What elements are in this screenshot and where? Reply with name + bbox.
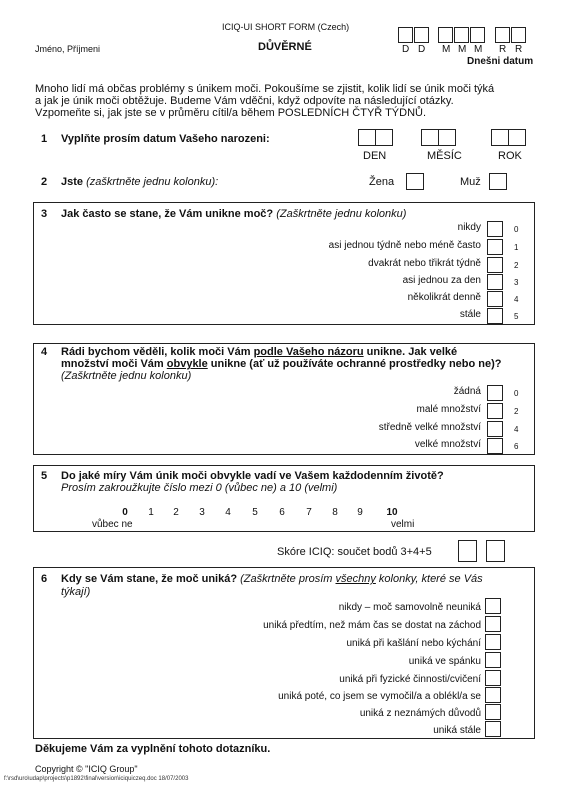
q3-option-score: 0 (514, 225, 519, 234)
q4-option-label: středně velké množství (378, 422, 481, 433)
q6-option-checkbox[interactable] (485, 634, 501, 650)
today-date-label: Dnešni datum (467, 56, 534, 67)
birth-month-box-2[interactable] (438, 129, 456, 146)
scale-4[interactable]: 4 (225, 507, 231, 518)
q6-option-checkbox[interactable] (485, 704, 501, 720)
today-day-box-1[interactable] (398, 27, 413, 43)
score-box-1[interactable] (458, 540, 477, 562)
q3-option-checkbox[interactable] (487, 308, 503, 324)
q6-option-checkbox[interactable] (485, 670, 501, 686)
q1-number: 1 (41, 133, 48, 145)
q6-text: Kdy se Vám stane, že moč uniká? (61, 573, 238, 585)
score-box-2[interactable] (486, 540, 505, 562)
scale-1[interactable]: 1 (148, 507, 154, 518)
q6-number: 6 (41, 573, 48, 585)
q3-hint: (Zaškrtněte jednu kolonku) (276, 208, 407, 220)
today-month-box-3[interactable] (470, 27, 485, 43)
q3-option-score: 5 (514, 312, 519, 321)
q3-option-checkbox[interactable] (487, 274, 503, 290)
date-code-d2: D (418, 44, 426, 55)
q3-number: 3 (41, 208, 48, 220)
birth-month-box-1[interactable] (421, 129, 439, 146)
scale-0[interactable]: 0 (122, 507, 128, 518)
name-label: Jméno, Příjmeni (35, 44, 101, 54)
date-code-d1: D (402, 44, 410, 55)
date-code-m1: M (442, 44, 451, 55)
scale-9[interactable]: 9 (357, 507, 363, 518)
gender-female-label: Žena (369, 176, 395, 188)
q5-number: 5 (41, 470, 48, 482)
gender-male-checkbox[interactable] (489, 173, 507, 190)
q3-option-score: 4 (514, 295, 519, 304)
q4-option-checkbox[interactable] (487, 438, 503, 454)
q2-hint: (zaškrtněte jednu kolonku): (86, 176, 219, 188)
today-day-box-2[interactable] (414, 27, 429, 43)
q6-hint-2: týkají) (61, 586, 91, 598)
scale-2[interactable]: 2 (173, 507, 179, 518)
q4-option-score: 0 (514, 389, 519, 398)
q4-option-score: 6 (514, 442, 519, 451)
scale-high-label: velmi (391, 519, 415, 530)
q4-hint: (Zaškrtněte jednu kolonku) (61, 370, 192, 382)
intro-line-2: a jak je únik moči obtěžuje. Budeme Vám vděčni, když odpovíte na následující otázky. (35, 95, 454, 107)
birth-year-box-2[interactable] (508, 129, 526, 146)
q4-option-label: malé množství (416, 404, 481, 415)
q3-option-checkbox[interactable] (487, 291, 503, 307)
copyright-text: Copyright © "ICIQ Group" (35, 764, 138, 774)
q5-text: Do jaké míry Vám únik moči obvykle vadí ve Vašem každodenním životě? (61, 470, 444, 482)
q4-option-score: 4 (514, 425, 519, 434)
q6-option-label: uniká poté, co jsem se vymočil/a a oblékl/a se (278, 691, 481, 702)
q6-option-label: uniká ve spánku (408, 656, 481, 667)
date-code-r2: R (515, 44, 523, 55)
q6-option-checkbox[interactable] (485, 616, 501, 632)
q5-hint: Prosím zakroužkujte číslo mezi 0 (vůbec ne) a 10 (velmi) (61, 482, 338, 494)
thanks-text: Děkujeme Vám za vyplnění tohoto dotazníku. (35, 743, 271, 755)
date-code-m2: M (458, 44, 467, 55)
q3-option-checkbox[interactable] (487, 221, 503, 237)
q4-option-label: žádná (453, 386, 481, 397)
today-year-box-1[interactable] (495, 27, 510, 43)
q6-option-checkbox[interactable] (485, 721, 501, 737)
q4-option-checkbox[interactable] (487, 403, 503, 419)
birth-day-label: DEN (363, 150, 387, 162)
gender-male-label: Muž (460, 176, 481, 188)
q3-option-label: stále (459, 309, 481, 320)
q6-option-label: nikdy – moč samovolně neuniká (338, 602, 481, 613)
q6-option-label: uniká při fyzické činnosti/cvičení (339, 674, 481, 685)
scale-8[interactable]: 8 (332, 507, 338, 518)
q3-option-score: 2 (514, 261, 519, 270)
file-path-text: f:\rsd\uro\udap\projects\p1892\final\version\iciquiczeq.doc 18/07/2003 (4, 776, 189, 782)
q6-option-label: uniká předtím, než mám čas se dostat na záchod (263, 620, 481, 631)
q3-option-label: dvakrát nebo třikrát týdně (368, 258, 481, 269)
q3-option-label: asi jednou týdně nebo méně často (328, 240, 481, 251)
scale-10[interactable]: 10 (386, 507, 398, 518)
q6-option-checkbox[interactable] (485, 598, 501, 614)
q4-line-1: Rádi bychom věděli, kolik moči Vám podle Vašeho názoru unikne. Jak velké (61, 346, 458, 358)
birth-year-label: ROK (498, 150, 522, 162)
today-year-box-2[interactable] (511, 27, 526, 43)
q3-option-label: nikdy (457, 222, 481, 233)
q6-option-label: uniká stále (433, 725, 481, 736)
q4-number: 4 (41, 346, 48, 358)
q6-option-label: uniká z neznámých důvodů (359, 708, 481, 719)
birth-year-box-1[interactable] (491, 129, 509, 146)
q6-option-label: uniká při kašlání nebo kýchání (346, 638, 481, 649)
q2-text: Jste (61, 176, 84, 188)
q3-option-checkbox[interactable] (487, 257, 503, 273)
confidential-label: DŮVĚRNÉ (258, 41, 312, 53)
q3-option-checkbox[interactable] (487, 239, 503, 255)
form-title: ICIQ-UI SHORT FORM (Czech) (222, 22, 350, 32)
gender-female-checkbox[interactable] (406, 173, 424, 190)
scale-5[interactable]: 5 (252, 507, 258, 518)
scale-6[interactable]: 6 (279, 507, 285, 518)
q6-option-checkbox[interactable] (485, 652, 501, 668)
q4-option-checkbox[interactable] (487, 385, 503, 401)
q3-option-score: 3 (514, 278, 519, 287)
intro-line-1: Mnoho lidí má občas problémy s únikem moči. Pokoušíme se zjistit, kolik lidí se únik moči týká (35, 83, 495, 95)
q3-option-score: 1 (514, 243, 519, 252)
q4-option-score: 2 (514, 407, 519, 416)
scale-7[interactable]: 7 (306, 507, 312, 518)
birth-day-box-1[interactable] (358, 129, 376, 146)
scale-low-label: vůbec ne (92, 519, 133, 530)
q2-number: 2 (41, 176, 48, 188)
date-code-r1: R (499, 44, 507, 55)
q4-option-checkbox[interactable] (487, 421, 503, 437)
birth-month-label: MĚSÍC (427, 150, 462, 162)
q6-hint: (Zaškrtněte prosím všechny kolonky, které se Vás (240, 573, 483, 585)
q4-line-2: množství moči Vám obvykle unikne (ať už používáte ochranné prostředky nebo ne)? (61, 358, 502, 370)
q1-text: Vyplňte prosím datum Vašeho narozeni: (61, 133, 270, 145)
today-month-box-2[interactable] (454, 27, 469, 43)
birth-day-box-2[interactable] (375, 129, 393, 146)
date-code-m3: M (474, 44, 483, 55)
today-month-box-1[interactable] (438, 27, 453, 43)
q4-option-label: velké množství (414, 439, 481, 450)
q3-option-label: několikrát denně (407, 292, 481, 303)
intro-line-3: Vzpomeňte si, jak jste se v průměru cítil/a během POSLEDNÍCH ČTYŘ TÝDNŮ. (35, 107, 427, 119)
q3-text: Jak často se stane, že Vám unikne moč? (61, 208, 274, 220)
q3-option-label: asi jednou za den (402, 275, 481, 286)
iciq-score-label: Skóre ICIQ: součet bodů 3+4+5 (277, 546, 432, 558)
q6-option-checkbox[interactable] (485, 687, 501, 703)
scale-3[interactable]: 3 (199, 507, 205, 518)
